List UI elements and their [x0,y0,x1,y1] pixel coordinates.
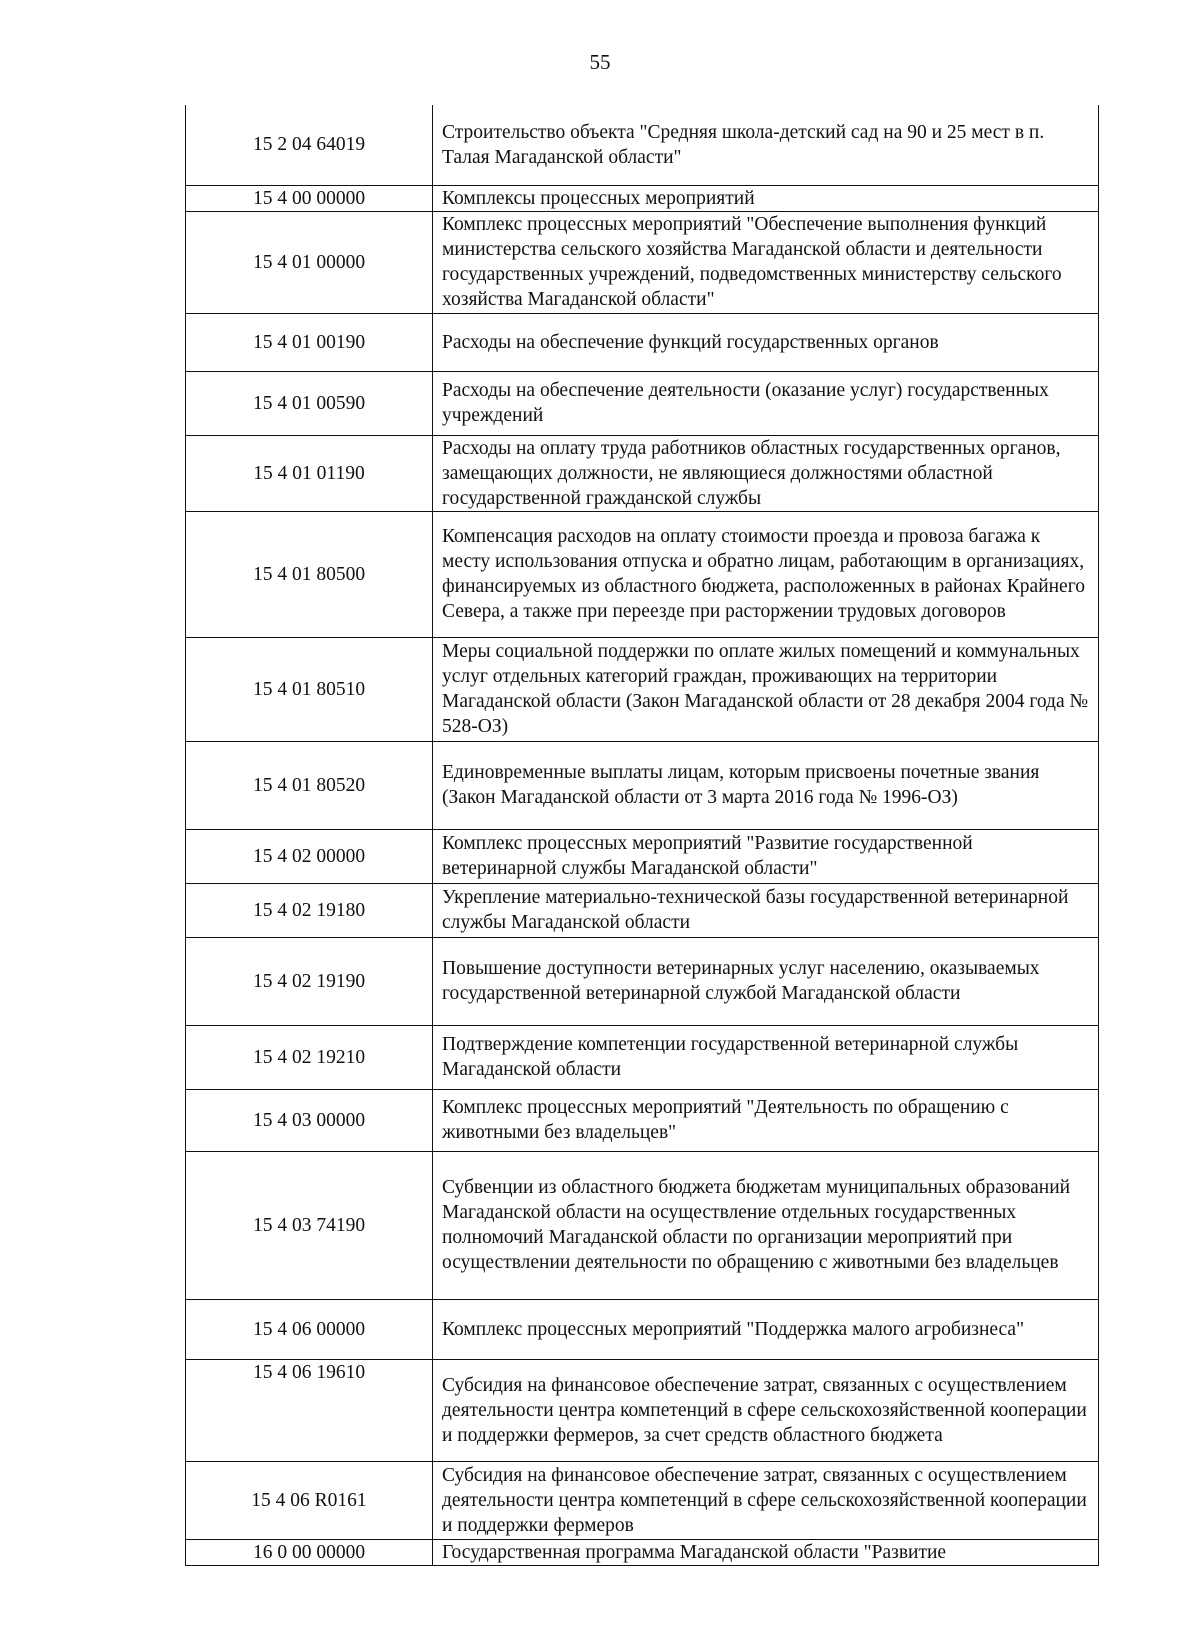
row-code: 15 4 02 19190 [186,937,433,1025]
row-code: 15 4 02 19180 [186,883,433,937]
table-row [186,211,1099,313]
row-code: 15 4 01 00590 [186,371,433,435]
table-row [186,741,1099,829]
row-code: 15 4 01 00190 [186,313,433,371]
table-row [186,1025,1099,1089]
row-code: 15 4 01 01190 [186,435,433,511]
row-description: Расходы на обеспечение функций государственных органов [433,313,1099,371]
table-row [186,511,1099,637]
row-description: Субсидия на финансовое обеспечение затрат, связанных с осуществлением деятельности центра компетенций в сфере сельскохозяйственной кооперации и поддержки фермеров, за счет средств областного бюджета [433,1359,1099,1461]
row-code: 15 4 06 00000 [186,1299,433,1359]
row-code: 15 4 01 80520 [186,741,433,829]
row-description: Меры социальной поддержки по оплате жилых помещений и коммунальных услуг отдельных категорий граждан, проживающих на территории Магаданской области (Закон Магаданской области от 28 декабря 2004 года № 528-ОЗ) [433,637,1099,741]
row-code: 15 2 04 64019 [186,105,433,185]
row-description: Комплексы процессных мероприятий [433,185,1099,211]
budget-classification-table [185,105,1099,1566]
row-code: 15 4 03 00000 [186,1089,433,1151]
row-description: Строительство объекта "Средняя школа-детский сад на 90 и 25 мест в п. Талая Магаданской области" [433,105,1099,185]
table-row [186,185,1099,211]
table-row [186,1299,1099,1359]
table-row [186,435,1099,511]
row-description: Расходы на обеспечение деятельности (оказание услуг) государственных учреждений [433,371,1099,435]
row-description: Повышение доступности ветеринарных услуг населению, оказываемых государственной ветеринарной службой Магаданской области [433,937,1099,1025]
table-row [186,105,1099,185]
row-description: Подтверждение компетенции государственной ветеринарной службы Магаданской области [433,1025,1099,1089]
row-description: Компенсация расходов на оплату стоимости проезда и провоза багажа к месту использования отпуска и обратно лицам, работающим в организациях, финансируемых из областного бюджета, расположенных в районах Крайнего Севера, а также при переезде при расторжении трудовых договоров [433,511,1099,637]
row-description: Единовременные выплаты лицам, которым присвоены почетные звания (Закон Магаданской области от 3 марта 2016 года № 1996-ОЗ) [433,741,1099,829]
table-row [186,1359,1099,1461]
row-code: 15 4 03 74190 [186,1151,433,1299]
row-code: 15 4 01 80510 [186,637,433,741]
row-description: Укрепление материально-технической базы государственной ветеринарной службы Магаданской области [433,883,1099,937]
page-number: 55 [589,50,611,74]
row-code: 15 4 00 00000 [186,185,433,211]
table-row [186,371,1099,435]
row-description: Комплекс процессных мероприятий "Поддержка малого агробизнеса" [433,1299,1099,1359]
table-row [186,1539,1099,1565]
row-code: 15 4 06 19610 [186,1359,433,1461]
row-code: 15 4 01 80500 [186,511,433,637]
row-description: Комплекс процессных мероприятий "Обеспечение выполнения функций министерства сельского хозяйства Магаданской области и деятельности государственных учреждений, подведомственных министерству сельского хозяйства Магаданской области" [433,211,1099,313]
row-code: 15 4 01 00000 [186,211,433,313]
row-description: Субсидия на финансовое обеспечение затрат, связанных с осуществлением деятельности центра компетенций в сфере сельскохозяйственной кооперации и поддержки фермеров [433,1461,1099,1539]
table-row [186,313,1099,371]
table-row [186,637,1099,741]
row-code: 15 4 06 R0161 [186,1461,433,1539]
table-row [186,1151,1099,1299]
table-row [186,883,1099,937]
row-code: 15 4 02 19210 [186,1025,433,1089]
table-row [186,937,1099,1025]
table-row [186,829,1099,883]
table-row [186,1461,1099,1539]
row-description: Субвенции из областного бюджета бюджетам муниципальных образований Магаданской области на осуществление отдельных государственных полномочий Магаданской области по организации мероприятий при осуществлении деятельности по обращению с животными без владельцев [433,1151,1099,1299]
row-description: Комплекс процессных мероприятий "Развитие государственной ветеринарной службы Магаданской области" [433,829,1099,883]
row-code: 16 0 00 00000 [186,1539,433,1565]
row-code: 15 4 02 00000 [186,829,433,883]
table-row [186,1089,1099,1151]
row-description: Государственная программа Магаданской области "Развитие [433,1539,1099,1565]
row-description: Комплекс процессных мероприятий "Деятельность по обращению с животными без владельцев" [433,1089,1099,1151]
row-description: Расходы на оплату труда работников областных государственных органов, замещающих должности, не являющиеся должностями областной государственной гражданской службы [433,435,1099,511]
